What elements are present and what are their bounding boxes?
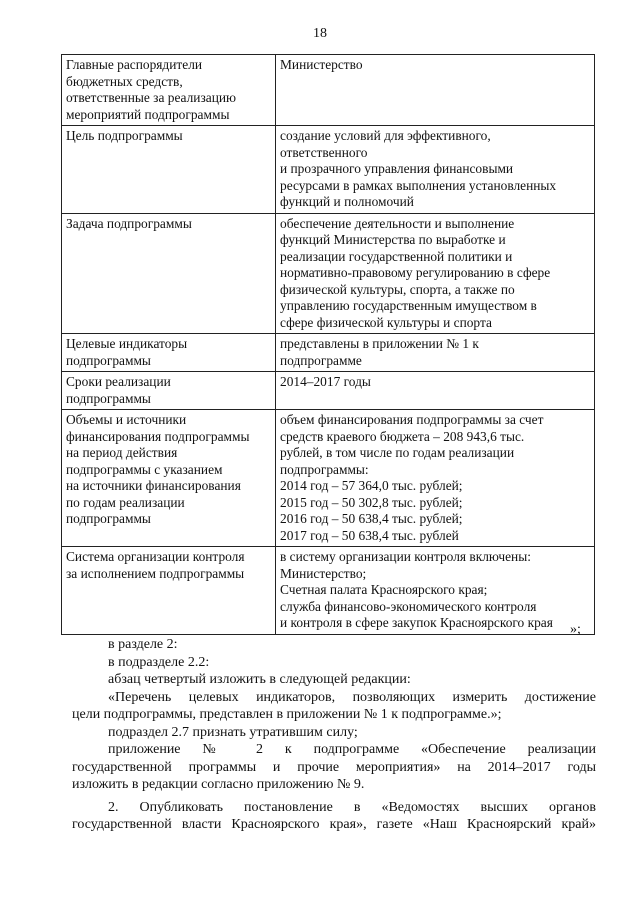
row-label-line: финансирования подпрограммы: [66, 428, 250, 444]
row-value: [276, 410, 595, 547]
page-number: 18: [313, 26, 327, 41]
row-value-line: Счетная палата Красноярского края;: [280, 582, 488, 597]
row-value-line: ресурсами в рамках выполнения установленных: [280, 177, 557, 193]
row-label-line: подпрограммы с указанием: [66, 461, 223, 477]
amendment-text: [72, 636, 596, 834]
row-value-line: 2014 год – 57 364,0 тыс. рублей;: [280, 478, 463, 493]
table-row-control: [62, 547, 595, 635]
row-value-line: функций и полномочий: [280, 194, 414, 209]
row-value-line: 2015 год – 50 302,8 тыс. рублей;: [280, 494, 463, 510]
row-value: [276, 334, 595, 372]
table-row-terms: [62, 372, 595, 410]
row-value-line: в систему организации контроля включены:: [280, 549, 531, 564]
row-value-line: управлению государственным имуществом в: [280, 298, 537, 313]
row-value-line: 2016 год – 50 638,4 тыс. рублей;: [280, 511, 463, 526]
row-label-line: подпрограммы: [66, 511, 151, 526]
row-value-line: подпрограммы:: [280, 461, 369, 477]
row-label-line: по годам реализации: [66, 494, 185, 510]
row-value-line: физической культуры, спорта, а также по: [280, 281, 515, 297]
row-value: [276, 213, 595, 334]
row-value-line: служба финансово-экономического контроля: [280, 598, 537, 614]
table-row-indicators: [62, 334, 595, 372]
row-label-line: за исполнением подпрограммы: [66, 565, 245, 581]
row-label-line: Сроки реализации: [66, 374, 171, 389]
row-label-line: мероприятий подпрограммы: [66, 106, 230, 122]
row-label-line: бюджетных средств,: [66, 73, 183, 89]
row-label-line: на период действия: [66, 445, 178, 460]
row-value: [276, 126, 595, 214]
row-value-line: сфере физической культуры и спорта: [280, 314, 492, 330]
row-value: [276, 547, 595, 635]
row-value-line: реализации государственной политики и: [280, 248, 513, 264]
row-label: [62, 547, 276, 635]
table-row-goal: [62, 126, 595, 214]
quote-line: цели подпрограммы, представлен в приложении № 1 к подпрограмме.»;: [72, 707, 502, 722]
section-2-heading: в разделе 2:: [108, 637, 178, 652]
row-label: [62, 126, 276, 214]
row-value-line: средств краевого бюджета – 208 943,6 тыс.: [280, 428, 525, 444]
paragraph-instruction: абзац четвертый изложить в следующей редакции:: [108, 672, 411, 687]
row-label-line: Целевые индикаторы: [66, 336, 188, 351]
row-value: [276, 372, 595, 410]
table-row-funding: [62, 410, 595, 547]
table-closing-quote: »;: [570, 622, 581, 637]
row-label-line: Главные распорядители: [66, 57, 203, 72]
row-value-line: обеспечение деятельности и выполнение: [280, 215, 515, 231]
subprogram-passport-table: [61, 54, 595, 635]
appendix-line: изложить в редакции согласно приложению № 9.: [72, 777, 365, 792]
row-label: [62, 334, 276, 372]
row-value-line: объем финансирования подпрограммы за счет: [280, 412, 544, 427]
row-value-line: ответственного: [280, 144, 368, 160]
row-label-line: на источники финансирования: [66, 478, 241, 493]
row-label-line: Система организации контроля: [66, 549, 245, 564]
row-value-line: Министерство: [280, 57, 363, 72]
row-label: [62, 372, 276, 410]
appendix-line: государственной программы и прочие мероприятия» на 2014–2017 годы: [72, 759, 596, 775]
row-label: [62, 213, 276, 334]
row-value-line: Министерство;: [280, 565, 367, 581]
row-label-line: Объемы и источники: [66, 412, 187, 427]
row-value-line: и прозрачного управления финансовыми: [280, 161, 514, 176]
row-label-line: Задача подпрограммы: [66, 215, 192, 231]
subsection-2-7-line: подраздел 2.7 признать утратившим силу;: [108, 724, 358, 740]
row-label: [62, 55, 276, 126]
item-2-line: государственной власти Красноярского края», газете «Наш Красноярский край»: [72, 817, 596, 832]
table-row-task: [62, 213, 595, 334]
row-value: [276, 55, 595, 126]
row-value-line: 2014–2017 годы: [280, 374, 371, 389]
row-label-line: подпрограммы: [66, 352, 151, 368]
item-2-line: 2. Опубликовать постановление в «Ведомостях высших органов: [108, 799, 596, 815]
row-value-line: представлены в приложении № 1 к: [280, 336, 479, 351]
row-label: [62, 410, 276, 547]
row-value-line: рублей, в том числе по годам реализации: [280, 445, 515, 460]
row-value-line: создание условий для эффективного,: [280, 128, 491, 143]
quote-line: «Перечень целевых индикаторов, позволяющих измерить достижение: [108, 689, 596, 705]
row-value-line: 2017 год – 50 638,4 тыс. рублей: [280, 527, 459, 543]
row-label-line: ответственные за реализацию: [66, 90, 237, 105]
row-label-line: Цель подпрограммы: [66, 128, 183, 143]
row-value-line: нормативно-правовому регулированию в сфере: [280, 265, 551, 280]
row-value-line: подпрограмме: [280, 352, 362, 368]
table-row-main_managers: [62, 55, 595, 126]
row-value-line: функций Министерства по выработке и: [280, 232, 506, 247]
row-value-line: и контроля в сфере закупок Красноярского края: [280, 615, 553, 630]
subsection-2-2-heading: в подразделе 2.2:: [108, 654, 210, 670]
row-label-line: подпрограммы: [66, 390, 151, 406]
appendix-line: приложение № 2 к подпрограмме «Обеспечение реализации: [108, 742, 596, 757]
